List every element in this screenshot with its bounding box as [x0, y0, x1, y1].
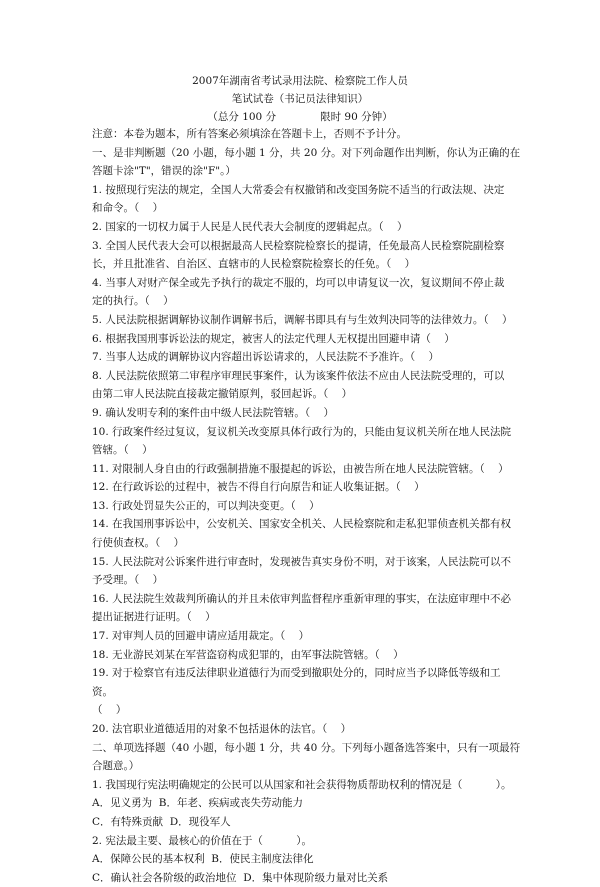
question-line: 1. 按照现行宪法的规定，全国人大常委会有权撤销和改变国务院不适当的行政法规、决定 — [92, 183, 505, 196]
true-false-question — [92, 460, 524, 479]
true-false-question — [92, 330, 524, 349]
section-heading: 一、是非判断题（20 小题，每小题 1 分，共 20 分。对下列命题作出判断，你认为正确的在 — [92, 146, 521, 159]
true-false-question — [92, 237, 524, 274]
true-false-question — [92, 646, 524, 665]
section-single-choice — [92, 739, 524, 887]
question-line: 3. 全国人民代表大会可以根据最高人民检察院检察长的提请，任免最高人民检察院副检察 — [92, 239, 505, 252]
question-line: 5. 人民法院根据调解协议制作调解书后，调解书即具有与生效判决同等的法律效力。（ ） — [92, 313, 513, 326]
section-heading-cont: 合题意。） — [92, 760, 140, 773]
true-false-question — [92, 367, 524, 404]
time-limit: 限时 90 分钟） — [320, 111, 393, 123]
document-title: 2007年湖南省考试录用法院、检察院工作人员 — [192, 75, 408, 87]
question-line: 10. 行政案件经过复议，复议机关改变原具体行政行为的，只能由复议机关所在地人民法院 — [92, 425, 512, 438]
true-false-question — [92, 664, 524, 720]
question-line: 管辖。（ ） — [92, 444, 153, 457]
exam-body — [92, 125, 524, 887]
notice: 注意：本卷为题本，所有答案必须填涂在答题卡上，否则不予计分。 — [92, 128, 407, 140]
question-line: 9. 确认发明专利的案件由中级人民法院管辖。（ ） — [92, 406, 334, 419]
true-false-question — [92, 553, 524, 590]
question-line: 8. 人民法院依照第二审程序审理民事案件，认为该案件依法不应由人民法院受理的，可以 — [92, 369, 505, 382]
true-false-question-list — [92, 181, 524, 739]
section-heading: 二、单项选择题（40 小题，每小题 1 分，共 40 分。下列每小题备选答案中，只有一项最符 — [92, 741, 521, 754]
question-line: 6. 根据我国刑事诉讼法的规定，被害人的法定代理人无权提出回避申请（ ） — [92, 332, 455, 345]
question-line: 16. 人民法院生效裁判所确认的并且未依审判监督程序重新审理的事实，在法庭审理中不必 — [92, 592, 512, 605]
true-false-question — [92, 478, 524, 497]
question-line: 20. 法官职业道德适用的对象不包括退休的法官。（ ） — [92, 723, 352, 735]
single-choice-question-list — [92, 776, 524, 887]
section-true-false — [92, 144, 524, 739]
true-false-question — [92, 311, 524, 330]
question-line: 18. 无业游民刘某在军营盗窃构成犯罪的，由军事法院管辖。（ ） — [92, 648, 404, 661]
true-false-question — [92, 515, 524, 552]
question-line: A．见义勇为 B．年老、疾病或丧失劳动能力 — [92, 797, 303, 810]
true-false-question — [92, 590, 524, 627]
question-line: 4. 当事人对财产保全或先予执行的裁定不服的，均可以申请复议一次，复议期间不停止裁 — [92, 276, 505, 289]
question-line: 2. 国家的一切权力属于人民是人民代表大会制度的逻辑起点。（ ） — [92, 220, 408, 233]
question-line: 由第二审人民法院直接裁定撤销原判，驳回起诉。（ ） — [92, 388, 353, 401]
question-line: 行使侦查权。（ ） — [92, 537, 185, 550]
single-choice-question — [92, 832, 524, 887]
question-line: C．确认社会各阶级的政治地位 D．集中体现阶级力量对比关系 — [92, 871, 389, 884]
question-line: 提出证据进行证明。（ ） — [92, 611, 216, 624]
true-false-question — [92, 497, 524, 516]
total-score: （总分 100 分 — [207, 111, 277, 123]
question-line: 13. 行政处罚显失公正的，可以判决变更。（ ） — [92, 499, 320, 512]
question-line: 资。 — [92, 685, 113, 698]
question-line: C．有特殊贡献 D．现役军人 — [92, 815, 231, 828]
document-subtitle: 笔试试卷（书记员法律知识） — [231, 93, 369, 105]
question-line: 2. 宪法最主要、最核心的价值在于（ ）。 — [92, 834, 312, 847]
single-choice-question — [92, 776, 524, 832]
true-false-question — [92, 627, 524, 646]
true-false-question — [92, 218, 524, 237]
question-line: 11. 对限制人身自由的行政强制措施不服提起的诉讼，由被告所在地人民法院管辖。（ ） — [92, 462, 509, 475]
section-heading-cont: 答题卡涂"T"，错误的涂"F"。） — [92, 165, 236, 178]
true-false-question — [92, 423, 524, 460]
question-line: （ ） — [92, 704, 127, 717]
question-line: 定的执行。（ ） — [92, 295, 174, 308]
true-false-question — [92, 181, 524, 218]
true-false-question — [92, 404, 524, 423]
true-false-question — [92, 274, 524, 311]
question-line: 1. 我国现行宪法明确规定的公民可以从国家和社会获得物质帮助权利的情况是（ ）。 — [92, 778, 512, 791]
exam-meta — [0, 108, 600, 127]
question-line: 15. 人民法院对公诉案件进行审查时，发现被告真实身份不明，对于该案，人民法院可以不 — [92, 555, 512, 568]
question-line: A．保障公民的基本权利 B．使民主制度法律化 — [92, 853, 314, 866]
true-false-question — [92, 720, 524, 739]
question-line: 予受理。（ ） — [92, 574, 164, 587]
question-line: 12. 在行政诉讼的过程中，被告不得自行向原告和证人收集证据。（ ） — [92, 481, 425, 494]
question-line: 7. 当事人达成的调解协议内容超出诉讼请求的，人民法院不予准许。（ ） — [92, 351, 439, 364]
question-line: 19. 对于检察官有违反法律职业道德行为而受到撤职处分的，同时应当予以降低等级和工 — [92, 667, 501, 680]
true-false-question — [92, 348, 524, 367]
question-line: 17. 对审判人员的回避申请应适用裁定。（ ） — [92, 630, 310, 643]
question-line: 14. 在我国刑事诉讼中，公安机关、国家安全机关、人民检察院和走私犯罪侦查机关都有权 — [92, 518, 512, 531]
question-line: 长，并且批准省、自治区、直辖市的人民检察院检察长的任免。（ ） — [92, 258, 416, 271]
question-line: 和命令。（ ） — [92, 202, 164, 215]
